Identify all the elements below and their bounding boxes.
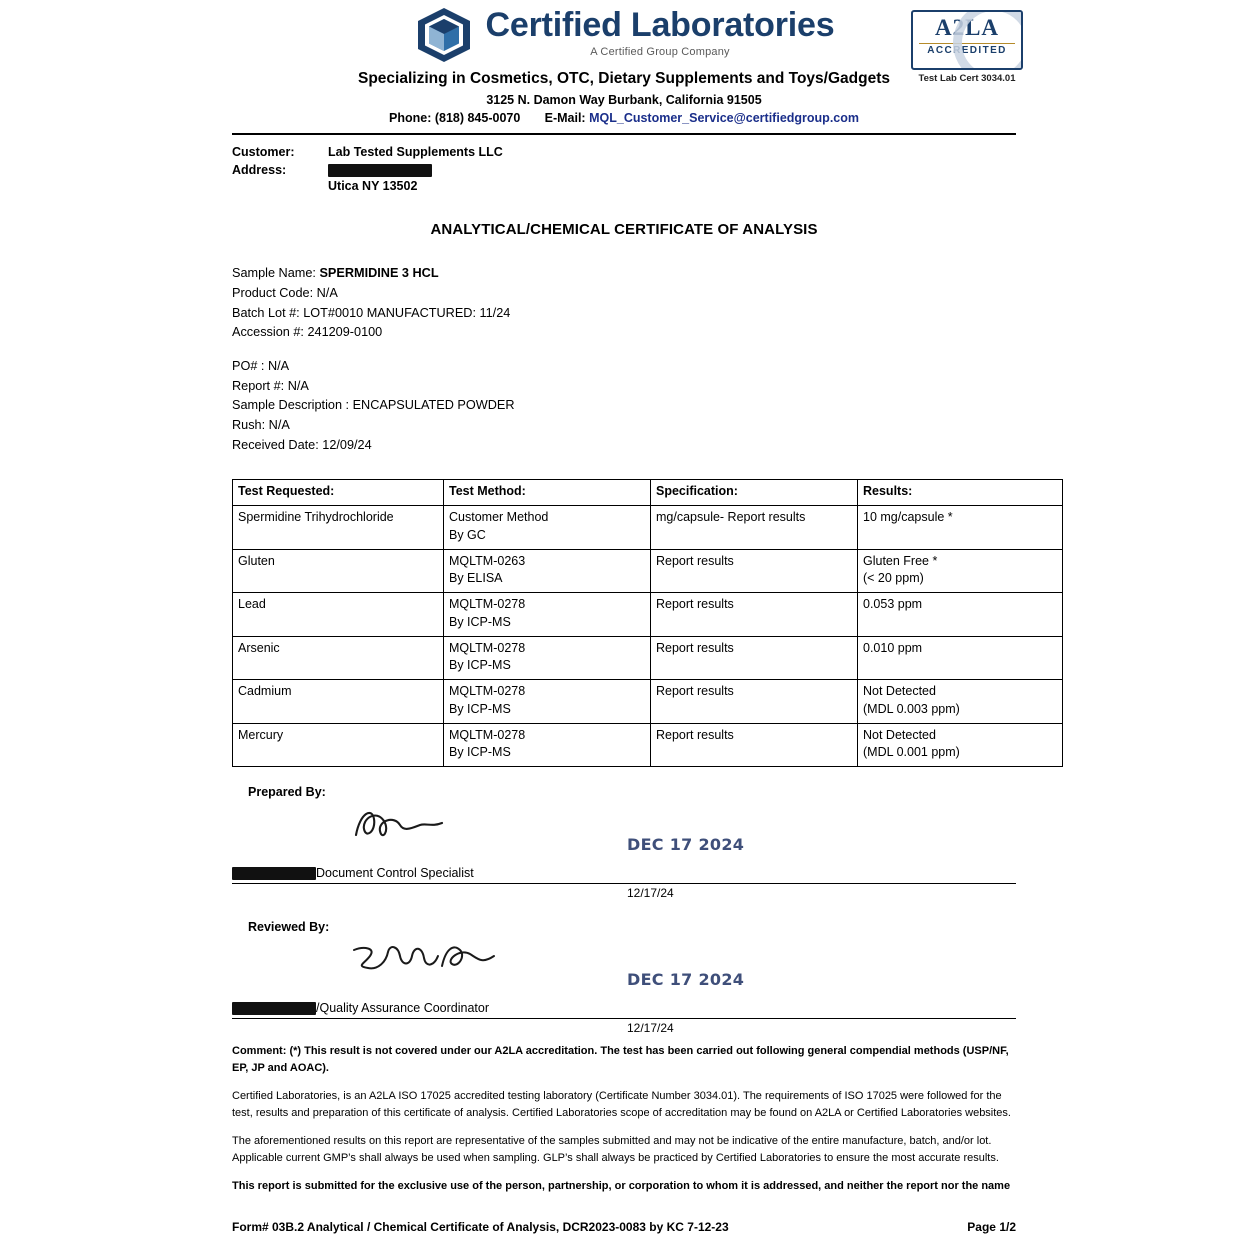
customer-address-row [232,161,1248,179]
reviewed-stamp-date: DEC 17 2024 [627,970,745,990]
representative-note: The aforementioned results on this report are representative of the samples submitted and may not be indicative of the entire manufacture, batch, and/or lot. Applicable current GMP’s shall always be used when sampling. GLP’s shall always be practiced by Certified Laboratories to ensure the most accurate results. [232,1135,999,1164]
brand-text [486,8,835,58]
accreditation-block [908,10,1026,84]
cell-test: Gluten [233,549,444,593]
table-row [233,723,1063,767]
product-code: Product Code: N/A [232,285,338,300]
report-number: Report #: N/A [232,378,309,393]
company-email-label: E-Mail: [544,111,586,125]
a2la-badge-text: A2LA [934,15,1000,40]
rush-status: Rush: N/A [232,418,290,433]
results-table [232,479,1063,767]
prepared-signature-icon [350,801,450,854]
customer-label: Customer: [232,145,295,159]
sample-name-label: Sample Name: [232,266,316,281]
cell-method-main: MQLTM-0278 [449,727,526,742]
prepared-by-block [0,785,1248,902]
page-title: ANALYTICAL/CHEMICAL CERTIFICATE OF ANALYSIS [430,221,818,239]
page-footer [232,1220,1016,1234]
table-row [233,593,1063,637]
certified-laboratories-logo-icon [414,6,474,64]
po-number: PO# : N/A [232,359,290,373]
cell-result-main: 10 mg/capsule * [863,510,953,525]
sample-name-value: SPERMIDINE 3 HCL [319,266,439,281]
cell-test: Arsenic [233,636,444,680]
cell-specification: Report results [651,636,858,680]
company-phone: Phone: (818) 845-0070 [389,111,521,125]
reviewed-signature-area [0,934,1248,1000]
sample-description: Sample Description : ENCAPSULATED POWDER [232,398,515,413]
prepared-signature-line [232,865,1016,884]
cell-result [858,636,1063,680]
cell-result-main: 0.053 ppm [863,597,923,612]
prepared-by-label: Prepared By: [248,785,326,800]
cell-test: Spermidine Trihydrochloride [233,506,444,550]
cell-method [444,680,651,724]
cell-method [444,549,651,593]
cell-specification: Report results [651,723,858,767]
cell-method [444,506,651,550]
cell-result-sub: (< 20 ppm) [863,571,924,586]
page-number: Page 1/2 [967,1220,1016,1234]
cell-result-main: Not Detected [863,727,936,742]
reviewed-by-block [0,920,1248,1037]
cell-test: Cadmium [233,680,444,724]
cell-specification: Report results [651,680,858,724]
company-name: Certified Laboratories [485,6,835,44]
accession-number: Accession #: 241209-0100 [232,325,383,340]
redacted-address [328,164,432,177]
prepared-name-row [232,866,474,880]
accreditation-note: Certified Laboratories, is an A2LA ISO 17025 accredited testing laboratory (Certificate Number 3034.01). The requirements of ISO 17025 were followed for the test, results and preparation of this certificate of analysis. Certified Laboratories scope of accreditation may be found on A2LA or Certified Laboratories websites. [232,1090,1011,1119]
company-email[interactable]: MQL_Customer_Service@certifiedgroup.com [589,111,859,125]
comment-note: Comment: (*) This result is not covered under our A2LA accreditation. The test has been carried out following general compendial methods (USP/NF, EP, JP and AOAC). [232,1045,1009,1074]
exclusive-use-note: This report is submitted for the exclusive use of the person, partnership, or corporation to whom it is addressed, and neither the report nor the name [232,1180,1011,1193]
cell-specification: Report results [651,593,858,637]
prepared-stamp-date: DEC 17 2024 [627,835,745,855]
a2la-accredited-badge-icon [911,10,1023,70]
prepared-signature-area [0,799,1248,865]
company-address: 3125 N. Damon Way Burbank, California 91505 [486,93,762,107]
prepared-date: 12/17/24 [627,886,674,901]
accredited-badge-word: ACCREDITED [919,43,1015,56]
cell-specification: mg/capsule- Report results [651,506,858,550]
cell-method-main: MQLTM-0278 [449,684,526,699]
cell-specification: Report results [651,549,858,593]
cell-result [858,549,1063,593]
cell-method [444,723,651,767]
column-results: Results: [858,480,1063,506]
sample-info-block [232,264,1248,455]
cell-method-sub: By ICP-MS [449,745,511,760]
customer-name: Lab Tested Supplements LLC [328,145,503,159]
cell-method-sub: By ICP-MS [449,701,511,716]
reviewed-name-row [232,1001,489,1015]
cell-method [444,593,651,637]
cell-result-main: Not Detected [863,684,936,699]
info-spacer [232,343,1248,357]
document-header [0,0,1248,135]
cell-result-main: 0.010 ppm [863,640,923,655]
sample-name-row [232,264,1248,284]
reviewed-signature-line [232,1000,1016,1019]
column-specification: Specification: [651,480,858,506]
customer-block [232,143,1248,193]
cell-method-main: MQLTM-0278 [449,640,526,655]
cell-result-sub: (MDL 0.001 ppm) [863,745,960,760]
cell-test: Mercury [233,723,444,767]
test-lab-cert-number: Test Lab Cert 3034.01 [918,73,1016,84]
reviewed-date-row [232,1021,1016,1037]
column-test-method: Test Method: [444,480,651,506]
batch-lot: Batch Lot #: LOT#0010 MANUFACTURED: 11/24 [232,305,511,320]
company-tagline: Specializing in Cosmetics, OTC, Dietary Supplements and Toys/Gadgets [357,70,890,87]
table-header-row [233,480,1063,506]
prepared-date-row [232,886,1016,902]
received-date: Received Date: 12/09/24 [232,437,372,452]
table-row [233,549,1063,593]
cell-method-sub: By ICP-MS [449,658,511,673]
reviewed-by-label: Reviewed By: [248,920,330,935]
cell-result-sub: (MDL 0.003 ppm) [863,701,960,716]
form-reference: Form# 03B.2 Analytical / Chemical Certificate of Analysis, DCR2023-0083 by KC 7-12-23 [232,1220,729,1234]
address-label: Address: [232,163,287,178]
cell-method-main: MQLTM-0278 [449,597,526,612]
cell-method-main: Customer Method [449,510,549,525]
reviewed-signature-icon [350,936,500,989]
header-divider [232,133,1016,135]
cell-result [858,723,1063,767]
cell-result [858,680,1063,724]
cell-result-main: Gluten Free * [863,553,938,568]
cell-result [858,506,1063,550]
table-row [233,636,1063,680]
column-test-requested: Test Requested: [233,480,444,506]
table-row [233,680,1063,724]
cell-method-main: MQLTM-0263 [449,553,526,568]
badge-swoosh-decoration [953,10,1023,70]
company-contact [0,111,1248,125]
cell-method-sub: By ELISA [449,571,503,586]
customer-city-state-zip: Utica NY 13502 [328,179,418,194]
footnotes-block [232,1043,1016,1195]
cell-test: Lead [233,593,444,637]
customer-name-row [232,143,1248,161]
cell-method-sub: By GC [449,527,486,542]
cell-method-sub: By ICP-MS [449,614,511,629]
company-subtitle: A Certified Group Company [590,45,730,58]
reviewed-title: /Quality Assurance Coordinator [316,1001,490,1016]
cell-method [444,636,651,680]
cell-result [858,593,1063,637]
redacted-reviewed-name [232,1002,316,1015]
redacted-prepared-name [232,867,316,880]
reviewed-date: 12/17/24 [627,1021,674,1036]
prepared-title: Document Control Specialist [316,866,474,881]
table-row [233,506,1063,550]
